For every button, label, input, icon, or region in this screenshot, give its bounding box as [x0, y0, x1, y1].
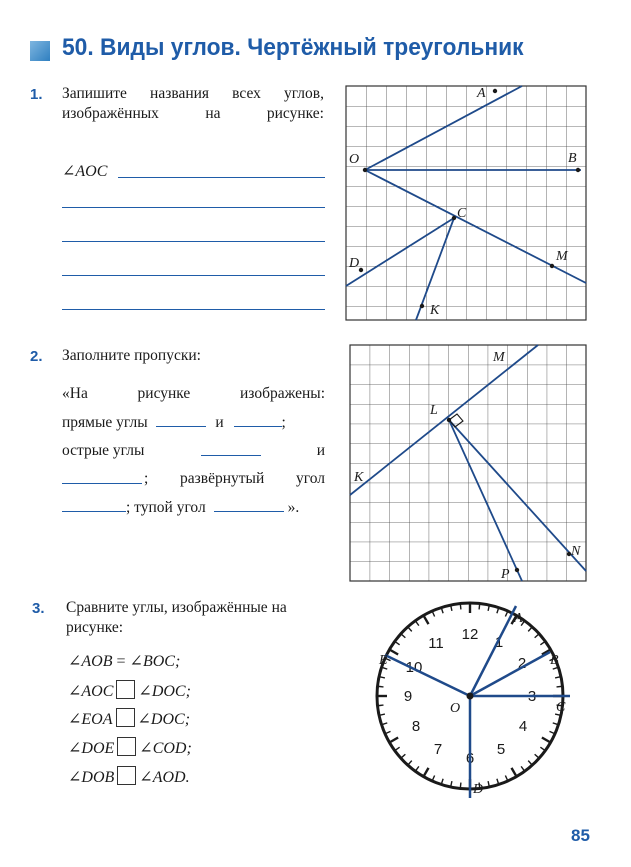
clock-number-11: 11 [428, 635, 444, 652]
clock-minute-tick [528, 761, 531, 765]
clock-minute-tick [433, 775, 435, 780]
point-M [550, 264, 554, 268]
clock-minute-tick [497, 779, 499, 784]
clock-minute-tick [379, 705, 384, 706]
clock-number-3: 3 [527, 688, 537, 705]
comparison-box-1[interactable] [116, 680, 135, 699]
blank-acute-angle-1[interactable] [201, 441, 261, 456]
blank-straight-angle[interactable] [62, 497, 126, 512]
clock-minute-tick [451, 781, 452, 786]
clock-minute-tick [416, 766, 419, 770]
clock-hour-tick [390, 650, 398, 655]
task1-figure [346, 86, 586, 326]
clock-hour-tick [424, 616, 429, 624]
page-title: 50. Виды углов. Чертёжный треугольник [62, 34, 524, 61]
answer-line-3[interactable] [62, 241, 325, 242]
clock-minute-tick [416, 622, 419, 626]
blank-obtuse-angle[interactable] [214, 497, 284, 512]
answer-line-1[interactable] [118, 177, 325, 178]
answer-line-5[interactable] [62, 309, 325, 310]
comparison-row-3: ∠EOA ∠DOC; [68, 708, 190, 729]
point-O [363, 168, 367, 172]
clock-minute-tick [553, 723, 558, 725]
answer-line-2[interactable] [62, 207, 325, 208]
clock-minute-tick [442, 779, 444, 784]
clock-minute-tick [396, 642, 400, 645]
clock-minute-tick [402, 634, 406, 637]
task1-text: Запишите названия всех углов, изображённых на рисунке: [62, 85, 324, 122]
label-P: P [501, 567, 510, 582]
comparison-row-2: ∠AOC ∠DOC; [68, 680, 191, 701]
task1-number: 1. [30, 86, 43, 103]
label-K: K [430, 303, 440, 318]
comparison-box-4[interactable] [117, 766, 136, 785]
task2-figure [350, 345, 586, 581]
comparison-row-5: ∠DOB ∠AOD. [68, 766, 190, 787]
clock-minute-tick [402, 754, 406, 757]
task3-number: 3. [32, 600, 45, 617]
clock-minute-tick [380, 714, 385, 715]
clock-minute-tick [379, 686, 384, 687]
clock-minute-tick [497, 609, 499, 614]
label-A: A [477, 86, 486, 101]
task2-heading: Заполните пропуски: [62, 347, 201, 364]
clock-hour-tick [542, 738, 550, 743]
clock-figure [370, 600, 580, 805]
clock-minute-tick [557, 686, 562, 687]
page-number: 85 [571, 826, 590, 845]
blank-acute-angle-2[interactable] [62, 469, 142, 484]
label-L: L [430, 403, 438, 418]
clock-number-4: 4 [518, 718, 528, 735]
clock-number-10: 10 [405, 659, 423, 676]
clock-minute-tick [386, 731, 391, 733]
label-O: O [349, 152, 360, 167]
point-O [467, 693, 474, 700]
clock-minute-tick [408, 761, 411, 765]
point-L [447, 418, 451, 422]
task2-line2: прямые углы и ; [62, 414, 286, 431]
point-P [515, 568, 519, 572]
task2-number: 2. [30, 348, 43, 365]
clock-minute-tick [535, 634, 539, 637]
clock-minute-tick [521, 766, 524, 770]
clock-number-12: 12 [461, 626, 479, 643]
label-D: D [349, 256, 360, 271]
clock-minute-tick [433, 612, 435, 617]
clock-minute-tick [451, 606, 452, 611]
clock-minute-tick [528, 628, 531, 632]
comparison-box-2[interactable] [116, 708, 135, 727]
task2-line3: острые углы и [62, 442, 325, 459]
task3-text: Сравните углы, изображённые на рисунке: [66, 599, 287, 636]
clock-minute-tick [460, 605, 461, 610]
clock-minute-tick [555, 677, 560, 678]
comparison-row-4: ∠DOE ∠COD; [68, 737, 192, 758]
clock-minute-tick [505, 612, 507, 617]
ray-OE [385, 655, 470, 696]
label-C: C [556, 700, 566, 715]
clock-minute-tick [540, 747, 544, 750]
clock-minute-tick [479, 605, 480, 610]
answer-line-4[interactable] [62, 275, 325, 276]
label-M: M [556, 249, 568, 264]
clock-hour-tick [390, 738, 398, 743]
label-K: K [354, 470, 364, 485]
label-C: C [457, 206, 467, 221]
point-B [576, 168, 580, 172]
clock-minute-tick [549, 731, 554, 733]
clock-minute-tick [505, 775, 507, 780]
label-M: M [493, 350, 505, 365]
task2-line4: ; развёрнутый угол [62, 469, 325, 489]
label-B: B [568, 151, 577, 166]
point-A [493, 89, 497, 93]
clock-hour-tick [512, 768, 517, 776]
comparison-row-1: ∠AOB = ∠BOC; [68, 653, 181, 670]
clock-minute-tick [408, 628, 411, 632]
blank-right-angle-2[interactable] [234, 412, 282, 427]
clock-number-9: 9 [403, 688, 413, 705]
clock-number-7: 7 [433, 741, 443, 758]
label-B: B [550, 653, 559, 668]
clock-minute-tick [488, 781, 489, 786]
clock-minute-tick [488, 606, 489, 611]
clock-minute-tick [460, 783, 461, 788]
label-O: O [450, 701, 461, 716]
clock-number-8: 8 [411, 718, 421, 735]
clock-minute-tick [383, 723, 388, 725]
blue-square-icon [30, 41, 50, 61]
clock-minute-tick [540, 642, 544, 645]
label-A: A [514, 611, 523, 626]
label-N: N [571, 544, 581, 559]
clock-number-1: 1 [494, 634, 504, 651]
blank-right-angle-1[interactable] [156, 412, 206, 427]
comparison-box-3[interactable] [117, 737, 136, 756]
clock-number-6: 6 [465, 750, 475, 767]
point-K [420, 304, 424, 308]
task2-line1: «На рисунке изображены: [62, 385, 325, 402]
clock-minute-tick [396, 747, 400, 750]
label-D: D [473, 782, 484, 797]
clock-minute-tick [442, 609, 444, 614]
grid [346, 86, 586, 320]
clock-minute-tick [380, 677, 385, 678]
task2-line5: ; тупой угол ». [62, 497, 330, 518]
clock-number-2: 2 [517, 655, 527, 672]
point-C [452, 216, 456, 220]
clock-minute-tick [535, 754, 539, 757]
clock-hour-tick [424, 768, 429, 776]
point-D [359, 268, 363, 272]
clock-number-5: 5 [496, 741, 506, 758]
task1-first-angle: ∠AOC [62, 163, 108, 180]
label-E: E [379, 653, 388, 668]
